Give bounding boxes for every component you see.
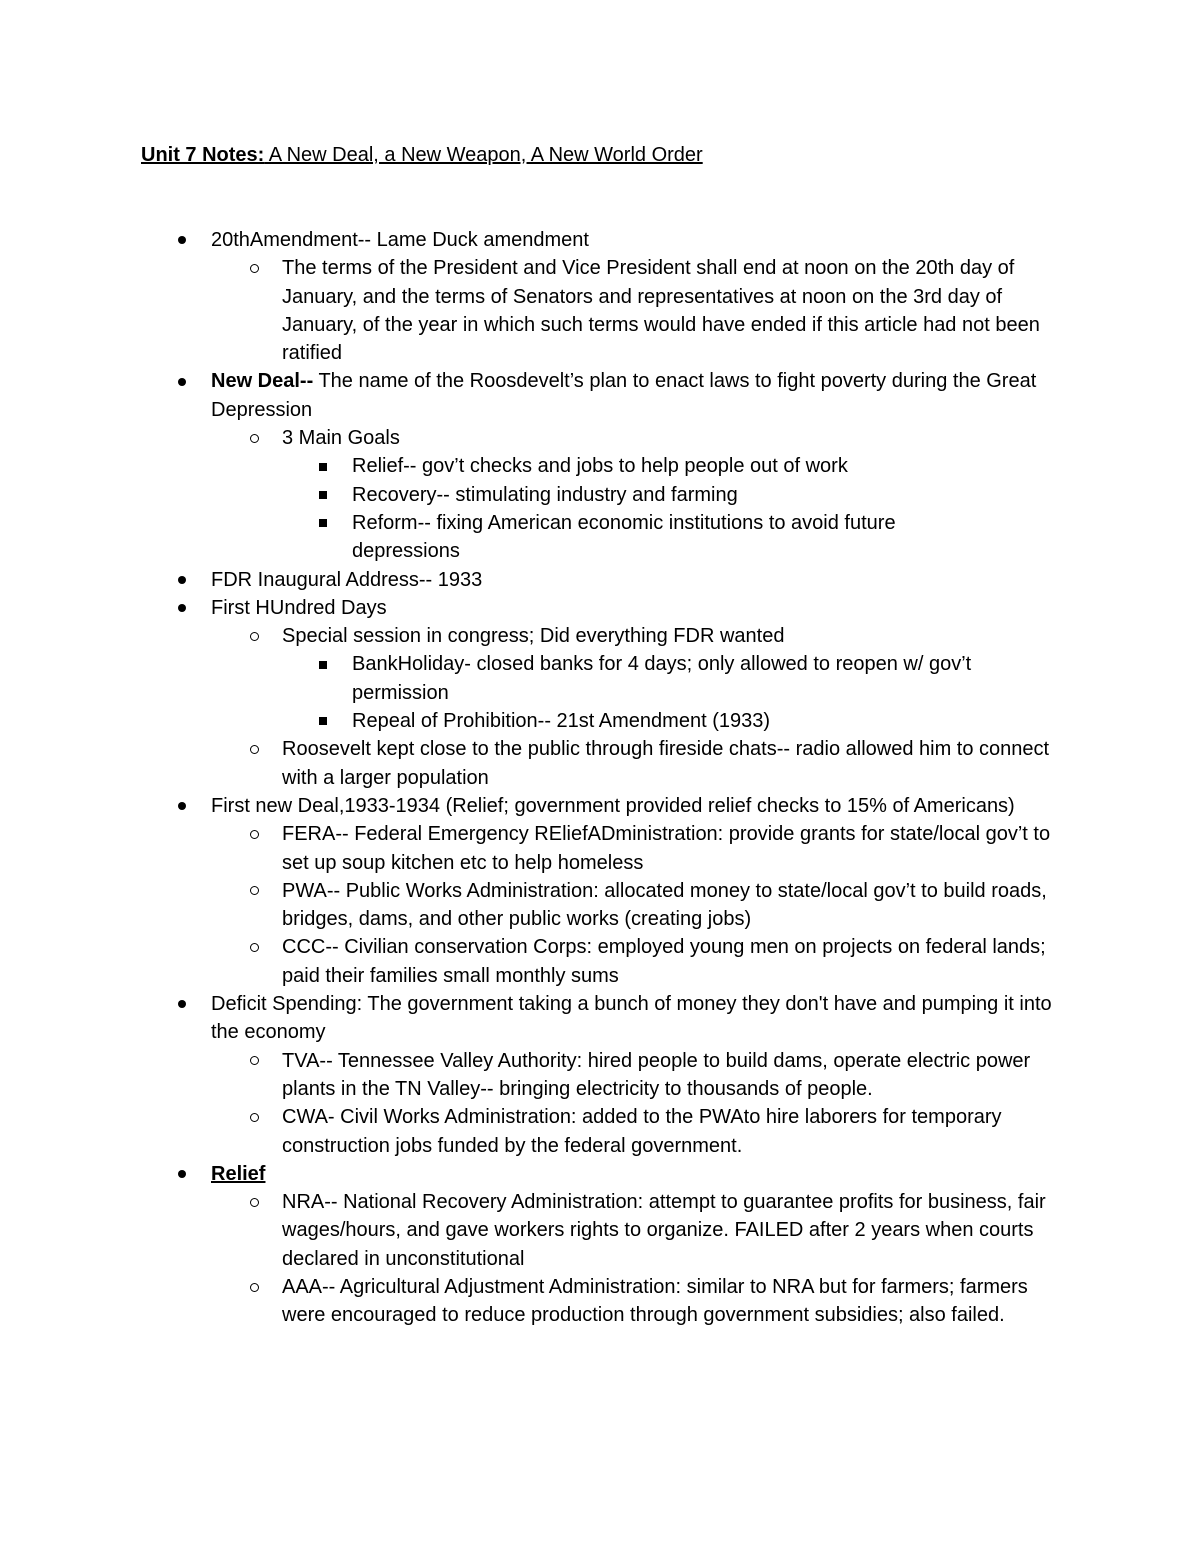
bullet-square-icon [315, 509, 331, 537]
bullet-circle-icon [246, 622, 262, 650]
list-item: PWA-- Public Works Administration: allocated money to state/local gov’t to build roads, bridges, dams, and other public works (creating jobs) [0, 877, 1062, 934]
bullet-dot-icon [174, 594, 190, 622]
bullet-circle-icon [246, 877, 262, 905]
bullet-circle-icon [246, 1188, 262, 1216]
list-item: NRA-- National Recovery Administration: attempt to guarantee profits for business, fair wages/hours, and gave workers rights to organize. FAILED after 2 years when courts declared in unconstitutional [0, 1188, 1062, 1273]
list-item: First HUndred Days [0, 594, 1061, 622]
list-item: FERA-- Federal Emergency REliefADministration: provide grants for state/local gov’t to set up soup kitchen etc to help homeless [0, 820, 1062, 877]
bullet-circle-icon [246, 1047, 262, 1075]
bullet-dot-icon [174, 226, 190, 254]
bullet-circle-icon [246, 1103, 262, 1131]
list-item: CWA- Civil Works Administration: added to the PWAto hire laborers for temporary construction jobs funded by the federal government. [0, 1103, 1062, 1160]
list-item: First new Deal,1933-1934 (Relief; government provided relief checks to 15% of Americans) [0, 792, 1061, 820]
bullet-dot-icon [174, 1160, 190, 1188]
bullet-square-icon [315, 452, 331, 480]
list-item: 20thAmendment-- Lame Duck amendment [0, 226, 1061, 254]
list-item: The terms of the President and Vice President shall end at noon on the 20th day of January, and the terms of Senators and representatives at noon on the 3rd day of January, of the year in which such terms would have ended if this article had not been ratified [0, 254, 1062, 367]
title-subtitle: A New Deal, a New Weapon, A New World Order [264, 144, 703, 166]
term-label: New Deal-- [211, 370, 314, 393]
list-item: Special session in congress; Did everything FDR wanted [0, 622, 1062, 650]
list-item: CCC-- Civilian conservation Corps: employed young men on projects on federal lands; paid their families small monthly sums [0, 933, 1062, 990]
list-item: Roosevelt kept close to the public through fireside chats-- radio allowed him to connect with a larger population [0, 735, 1062, 792]
bullet-dot-icon [174, 367, 190, 395]
list-item: Reform-- fixing American economic institutions to avoid future depressions [0, 509, 972, 566]
bullet-dot-icon [174, 792, 190, 820]
list-item: FDR Inaugural Address-- 1933 [0, 566, 1061, 594]
bullet-circle-icon [246, 820, 262, 848]
notes-list [0, 226, 1200, 1330]
list-item: New Deal-- The name of the Roosdevelt’s plan to enact laws to fight poverty during the Great Depression [0, 367, 1061, 424]
list-item: TVA-- Tennessee Valley Authority: hired people to build dams, operate electric power plants in the TN Valley-- bringing electricity to thousands of people. [0, 1047, 1062, 1104]
section-heading-relief: Relief [211, 1162, 266, 1185]
list-item [0, 1160, 1061, 1188]
bullet-circle-icon [246, 735, 262, 763]
bullet-circle-icon [246, 1273, 262, 1301]
list-item: BankHoliday- closed banks for 4 days; only allowed to reopen w/ gov’t permission [0, 650, 972, 707]
list-item: Deficit Spending: The government taking a bunch of money they don't have and pumping it into the economy [0, 990, 1061, 1047]
bullet-circle-icon [246, 933, 262, 961]
bullet-square-icon [315, 707, 331, 735]
list-item: Repeal of Prohibition-- 21st Amendment (1933) [0, 707, 972, 735]
bullet-square-icon [315, 650, 331, 678]
bullet-square-icon [315, 481, 331, 509]
page-title [141, 141, 703, 169]
list-item: Recovery-- stimulating industry and farming [0, 481, 972, 509]
list-item: Relief-- gov’t checks and jobs to help people out of work [0, 452, 972, 480]
bullet-circle-icon [246, 254, 262, 282]
bullet-dot-icon [174, 990, 190, 1018]
bullet-circle-icon [246, 424, 262, 452]
title-label: Unit 7 Notes: [141, 144, 265, 166]
list-item: AAA-- Agricultural Adjustment Administration: similar to NRA but for farmers; farmers were encouraged to reduce production through government subsidies; also failed. [0, 1273, 1062, 1330]
list-item: 3 Main Goals [0, 424, 1062, 452]
bullet-dot-icon [174, 566, 190, 594]
